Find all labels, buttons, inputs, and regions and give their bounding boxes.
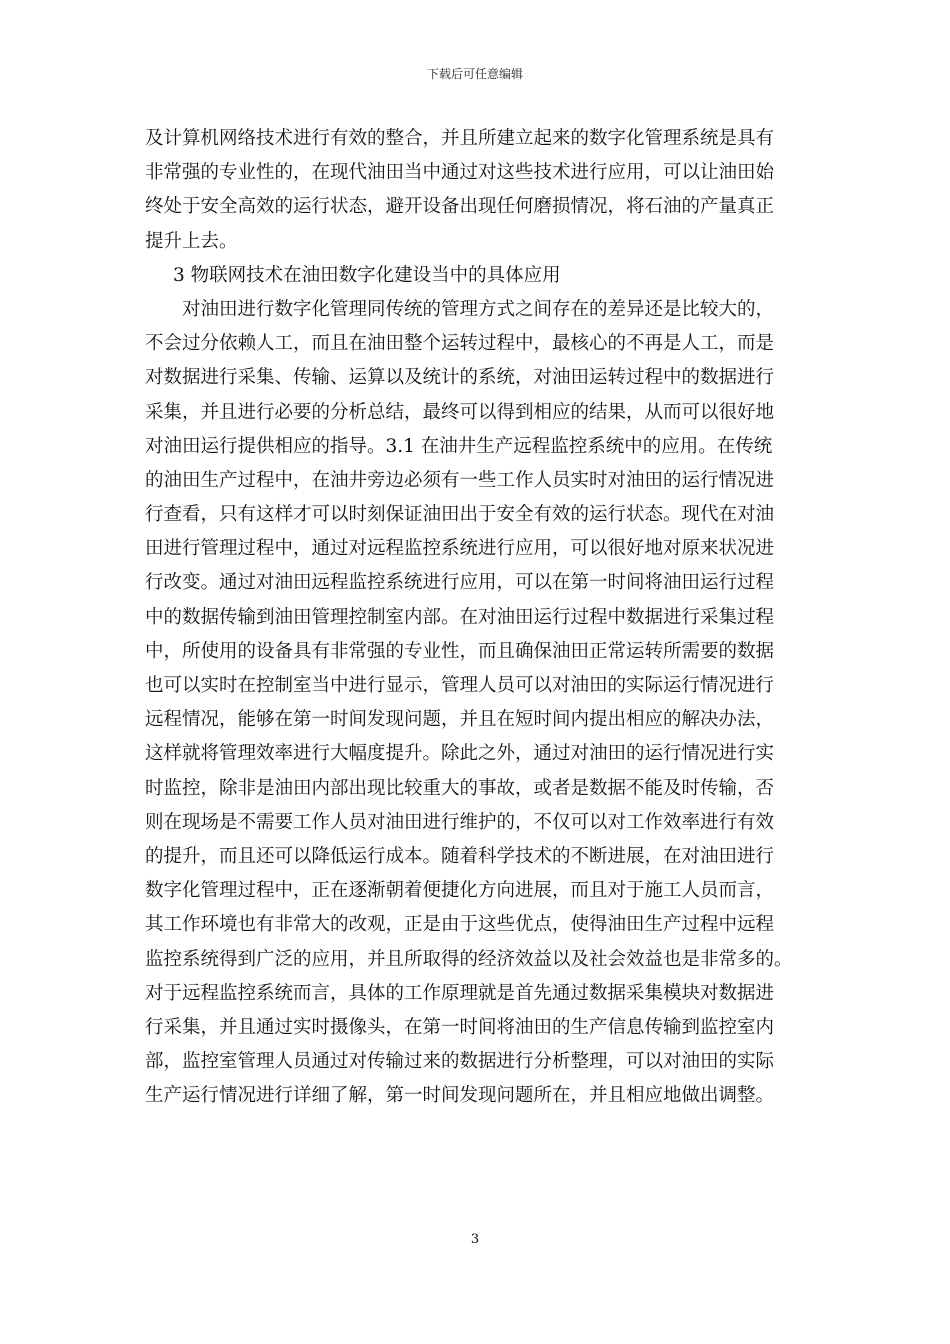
text-line: 中，所使用的设备具有非常强的专业性，而且确保油田正常运转所需要的数据 bbox=[145, 640, 775, 662]
text-line: 对油田进行数字化管理同传统的管理方式之间存在的差异还是比较大的， bbox=[182, 298, 775, 320]
document-body bbox=[145, 122, 810, 1113]
page-number: 3 bbox=[470, 1232, 480, 1247]
text-line: 时监控，除非是油田内部出现比较重大的事故，或者是数据不能及时传输，否 bbox=[145, 777, 775, 799]
text-line: 则在现场是不需要工作人员对油田进行维护的，不仅可以对工作效率进行有效 bbox=[145, 811, 775, 833]
text-line: 对数据进行采集、传输、运算以及统计的系统，对油田运转过程中的数据进行 bbox=[145, 367, 775, 389]
text-line: 的提升，而且还可以降低运行成本。随着科学技术的不断进展，在对油田进行 bbox=[145, 845, 775, 867]
text-line: 采集，并且进行必要的分析总结，最终可以得到相应的结果，从而可以很好地 bbox=[145, 401, 775, 423]
text-line: 行查看，只有这样才可以时刻保证油田出于安全有效的运行状态。现代在对油 bbox=[145, 504, 775, 526]
section-heading-text: 3 物联网技术在油田数字化建设当中的具体应用 bbox=[173, 264, 561, 286]
text-line: 数字化管理过程中，正在逐渐朝着便捷化方向进展，而且对于施工人员而言， bbox=[145, 880, 775, 902]
text-line: 及计算机网络技术进行有效的整合，并且所建立起来的数字化管理系统是具有 bbox=[145, 128, 775, 149]
paragraph-continuation bbox=[145, 122, 810, 259]
section-heading bbox=[145, 259, 810, 293]
text-line: 也可以实时在控制室当中进行显示，管理人员可以对油田的实际运行情况进行 bbox=[145, 675, 775, 696]
text-line: 监控系统得到广泛的应用，并且所取得的经济效益以及社会效益也是非常多的。 bbox=[145, 948, 793, 970]
text-line: 对油田运行提供相应的指导。3.1 在油井生产远程监控系统中的应用。在传统 bbox=[145, 435, 773, 457]
text-line: 行改变。通过对油田远程监控系统进行应用，可以在第一时间将油田运行过程 bbox=[145, 572, 775, 594]
text-line: 这样就将管理效率进行大幅度提升。除此之外，通过对油田的运行情况进行实 bbox=[145, 743, 775, 765]
text-line: 提升上去。 bbox=[145, 230, 238, 252]
text-line: 中的数据传输到油田管理控制室内部。在对油田运行过程中数据进行采集过程 bbox=[145, 606, 775, 628]
text-line: 行采集，并且通过实时摄像头，在第一时间将油田的生产信息传输到监控室内 bbox=[145, 1016, 775, 1038]
text-line: 远程情况，能够在第一时间发现问题，并且在短时间内提出相应的解决办法， bbox=[145, 709, 775, 731]
paragraph-main bbox=[145, 293, 810, 1114]
text-line: 生产运行情况进行详细了解，第一时间发现问题所在，并且相应地做出调整。 bbox=[145, 1085, 775, 1107]
text-line: 终处于安全高效的运行状态，避开设备出现任何磨损情况，将石油的产量真正 bbox=[145, 196, 775, 218]
text-line: 其工作环境也有非常大的改观，正是由于这些优点，使得油田生产过程中远程 bbox=[145, 914, 775, 936]
text-line: 田进行管理过程中，通过对远程监控系统进行应用，可以很好地对原来状况进 bbox=[145, 538, 775, 560]
text-line: 部，监控室管理人员通过对传输过来的数据进行分析整理，可以对油田的实际 bbox=[145, 1051, 775, 1073]
text-line: 对于远程监控系统而言，具体的工作原理就是首先通过数据采集模块对数据进 bbox=[145, 982, 775, 1004]
text-line: 的油田生产过程中，在油井旁边必须有一些工作人员实时对油田的运行情况进 bbox=[145, 469, 775, 491]
text-line: 不会过分依赖人工，而且在油田整个运转过程中，最核心的不再是人工，而是 bbox=[145, 333, 775, 355]
text-line: 非常强的专业性的，在现代油田当中通过对这些技术进行应用，可以让油田始 bbox=[145, 162, 775, 184]
page-header: 下载后可任意编辑 bbox=[426, 67, 523, 81]
